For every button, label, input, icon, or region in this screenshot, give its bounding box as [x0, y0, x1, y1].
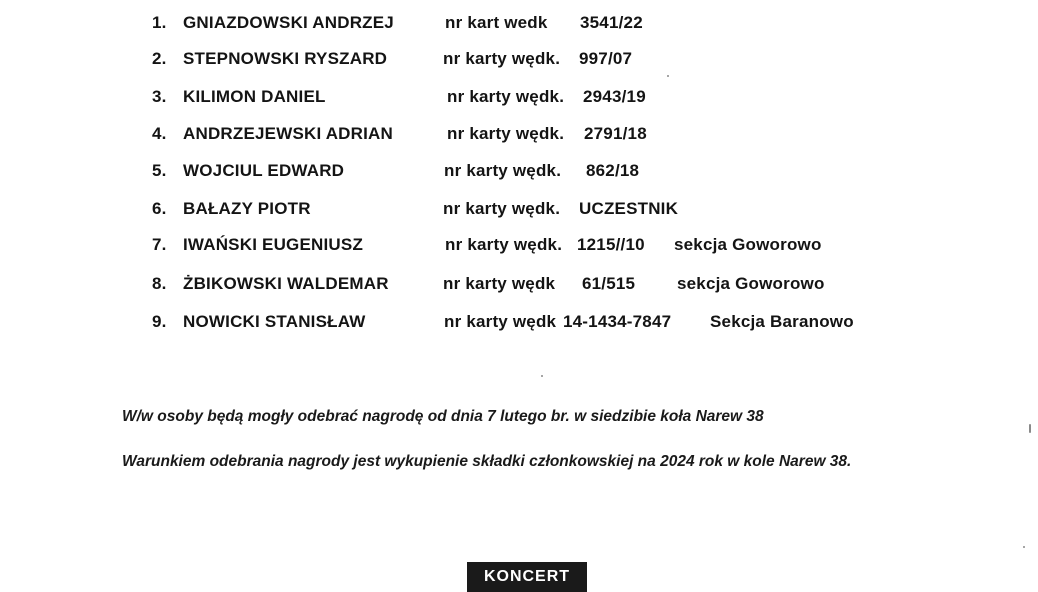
section-name: Sekcja Baranowo	[710, 312, 854, 331]
participant-number: 6.	[152, 199, 167, 218]
participant-number: 4.	[152, 124, 167, 143]
participant-name: GNIAZDOWSKI ANDRZEJ	[183, 13, 394, 32]
participant-name: STEPNOWSKI RYSZARD	[183, 49, 388, 68]
scan-speck	[667, 75, 669, 77]
participant-number: 5.	[152, 161, 167, 180]
card-number: 2943/19	[583, 87, 646, 106]
participant-name: ŻBIKOWSKI WALDEMAR	[183, 274, 389, 293]
participant-name: NOWICKI STANISŁAW	[183, 312, 366, 331]
card-number: 997/07	[579, 49, 633, 68]
scan-speck	[1029, 424, 1031, 433]
card-label: nr karty wędk.	[444, 161, 562, 180]
card-label: nr karty wędk	[443, 274, 556, 293]
card-number: 14-1434-7847	[563, 312, 672, 331]
card-number: 3541/22	[580, 13, 643, 32]
pickup-note: W/w osoby będą mogły odebrać nagrodę od dnia 7 lutego br. w siedzibie koła Narew 38	[122, 408, 764, 425]
condition-note: Warunkiem odebrania nagrody jest wykupienie składki członkowskiej na 2024 rok w kole Narew 38.	[122, 453, 852, 470]
card-number: 1215//10	[577, 235, 645, 254]
participant-number: 7.	[152, 235, 167, 254]
card-label: nr kart wedk	[445, 13, 548, 32]
participant-name: BAŁAZY PIOTR	[183, 199, 311, 218]
card-label: nr karty wędk.	[443, 199, 561, 218]
section-name: sekcja Goworowo	[677, 274, 825, 293]
participant-number: 2.	[152, 49, 167, 68]
card-label: nr karty wędk	[444, 312, 557, 331]
participant-number: 3.	[152, 87, 167, 106]
participant-name: KILIMON DANIEL	[183, 87, 326, 106]
card-number: 61/515	[582, 274, 636, 293]
scan-speck	[541, 375, 543, 377]
card-label: nr karty wędk.	[447, 87, 565, 106]
card-number: 862/18	[586, 161, 640, 180]
card-label: nr karty wędk.	[447, 124, 565, 143]
card-number: UCZESTNIK	[579, 199, 679, 218]
footer-stamp: KONCERT	[467, 562, 587, 592]
participant-name: WOJCIUL EDWARD	[183, 161, 345, 180]
card-label: nr karty wędk.	[445, 235, 563, 254]
participant-name: ANDRZEJEWSKI ADRIAN	[183, 124, 394, 143]
participant-number: 8.	[152, 274, 167, 293]
section-name: sekcja Goworowo	[674, 235, 822, 254]
card-number: 2791/18	[584, 124, 647, 143]
participant-name: IWAŃSKI EUGENIUSZ	[183, 235, 364, 254]
card-label: nr karty wędk.	[443, 49, 561, 68]
participant-number: 1.	[152, 13, 167, 32]
participant-number: 9.	[152, 312, 167, 331]
scan-speck	[1023, 546, 1025, 548]
